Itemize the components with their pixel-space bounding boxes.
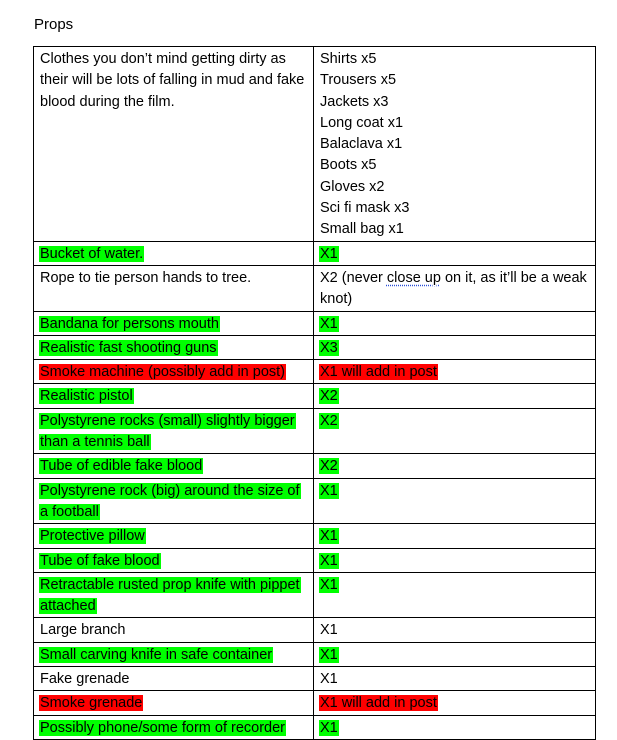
quantity-text: X3	[320, 339, 338, 356]
item-text: Rope to tie person hands to tree.	[40, 269, 252, 286]
table-row	[34, 618, 596, 642]
quantity-cell	[314, 572, 596, 618]
quantity-line: Sci fi mask x3	[320, 200, 410, 217]
quantity-cell	[314, 311, 596, 335]
quantity-cell	[314, 47, 596, 242]
quantity-cell	[314, 360, 596, 384]
item-text: Bucket of water.	[40, 245, 144, 262]
item-cell	[34, 642, 314, 666]
item-text: Possibly phone/some form of recorder	[40, 719, 285, 736]
item-text: Protective pillow	[40, 528, 145, 545]
quantity-line: Trousers x5	[320, 72, 397, 89]
item-cell	[34, 47, 314, 242]
item-cell	[34, 360, 314, 384]
quantity-cell	[314, 478, 596, 524]
item-cell	[34, 524, 314, 548]
item-cell	[34, 667, 314, 691]
table-row	[34, 691, 596, 715]
item-text: Small carving knife in safe container	[40, 646, 273, 663]
item-cell	[34, 384, 314, 408]
quantity-text: X1	[320, 646, 338, 663]
table-row	[34, 572, 596, 618]
item-text: Tube of edible fake blood	[40, 458, 203, 475]
table-row	[34, 478, 596, 524]
item-cell	[34, 335, 314, 359]
item-text: Polystyrene rock (big) around the size of a football	[40, 482, 300, 520]
quantity-text: X1	[320, 315, 338, 332]
quantity-cell	[314, 265, 596, 311]
table-row	[34, 408, 596, 454]
quantity-cell	[314, 241, 596, 265]
table-row	[34, 265, 596, 311]
quantity-text-start: X2 (never	[320, 269, 387, 286]
item-cell	[34, 691, 314, 715]
table-row	[34, 524, 596, 548]
quantity-line: Shirts x5	[320, 51, 377, 67]
item-text: Tube of fake blood	[40, 552, 160, 569]
document-heading: Props	[34, 16, 74, 33]
quantity-text: X2	[320, 388, 338, 405]
item-cell	[34, 572, 314, 618]
quantity-text: X1	[320, 671, 338, 688]
table-row	[34, 384, 596, 408]
item-cell	[34, 265, 314, 311]
item-text: Smoke grenade	[40, 695, 143, 712]
item-text: Realistic pistol	[40, 388, 133, 405]
quantity-cell	[314, 642, 596, 666]
quantity-line: Small bag x1	[320, 221, 404, 238]
table-row	[34, 241, 596, 265]
quantity-text-end: on it, as it’ll be a weak knot)	[320, 269, 587, 308]
quantity-line: Long coat x1	[320, 114, 404, 131]
quantity-text: X1	[320, 245, 338, 262]
quantity-line: Boots x5	[320, 157, 377, 174]
item-text: Bandana for persons mouth	[40, 315, 219, 332]
item-cell	[34, 311, 314, 335]
props-table	[33, 46, 596, 740]
quantity-text: X1	[320, 622, 338, 639]
item-text: Fake grenade	[40, 671, 130, 688]
quantity-cell	[314, 335, 596, 359]
spelling-marked-phrase: close up	[386, 269, 441, 286]
item-text: Realistic fast shooting guns	[40, 339, 217, 356]
quantity-cell	[314, 384, 596, 408]
quantity-text: X1	[320, 576, 338, 593]
table-row	[34, 454, 596, 478]
quantity-cell	[314, 524, 596, 548]
item-cell	[34, 478, 314, 524]
quantity-line: Gloves x2	[320, 178, 385, 195]
table-row	[34, 642, 596, 666]
quantity-cell	[314, 454, 596, 478]
quantity-text: X2	[320, 458, 338, 475]
quantity-text: X1 will add in post	[320, 364, 437, 381]
table-row	[34, 47, 596, 242]
quantity-cell	[314, 548, 596, 572]
item-text: Polystyrene rocks (small) slightly bigger than a tennis ball	[40, 412, 295, 451]
table-row	[34, 548, 596, 572]
table-row	[34, 311, 596, 335]
table-row	[34, 360, 596, 384]
item-cell	[34, 454, 314, 478]
table-row	[34, 667, 596, 691]
quantity-text: X2	[320, 412, 338, 429]
item-cell	[34, 548, 314, 572]
quantity-line: Balaclava x1	[320, 136, 403, 153]
item-cell	[34, 408, 314, 454]
quantity-cell	[314, 667, 596, 691]
quantity-cell	[314, 408, 596, 454]
item-text: Smoke machine (possibly add in post)	[40, 364, 286, 381]
quantity-text: X1 will add in post	[320, 695, 437, 712]
item-text: Retractable rusted prop knife with pippet attached	[40, 576, 300, 615]
item-cell	[34, 241, 314, 265]
quantity-cell	[314, 618, 596, 642]
quantity-line: Jackets x3	[320, 93, 389, 110]
quantity-text: X1	[320, 482, 338, 499]
quantity-text: X1	[320, 528, 338, 545]
quantity-cell	[314, 691, 596, 715]
item-cell	[34, 618, 314, 642]
table-row	[34, 335, 596, 359]
quantity-text: X1	[320, 552, 338, 569]
quantity-text: X1	[320, 719, 338, 736]
item-text: Clothes you don’t mind getting dirty as their will be lots of falling in mud and fake blood during the film.	[40, 51, 305, 110]
item-text: Large branch	[40, 622, 126, 639]
